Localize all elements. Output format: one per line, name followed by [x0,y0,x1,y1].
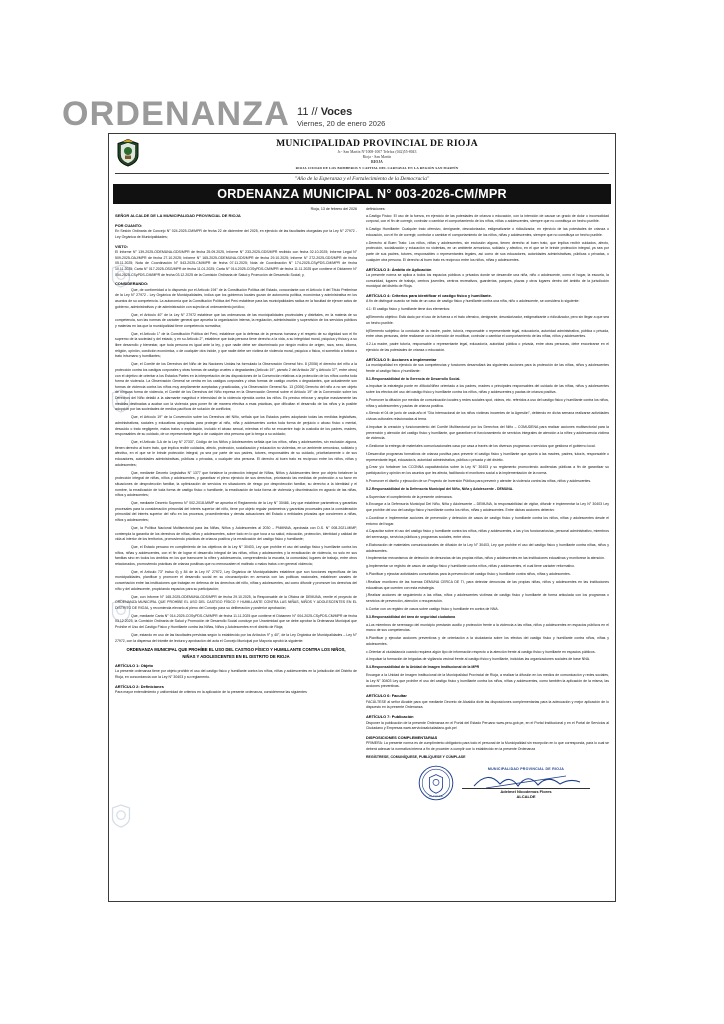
definition-item: b.Castigo Humillante: Cualquier trato ofensivo, denigrante, desvalorizador, estigmatizante o ridiculizador, en ejercicio de las potestades de crianza o educación, con el fin de corregir, controlar o cambiar el comportamiento de los niños, niñas y adolescentes, siempre que no constituya un hecho punible. [366,227,609,237]
article-5-section-item: i.Realizar monitoreo de las buenas DEMUNA CERCA DE TI, para detectar denuncias de las propias niñas, niños y adolescentes en las instituciones educativas que cuenten con esta estrategia. [366,579,609,590]
article-2-body: Para mayor entendimiento y uniformidad de criterios en la aplicación de la presente ordenanza, considérense las siguientes [115,690,307,695]
article-5-section-item: c.Coordinar e implementar acciones de prevención y detección de casos de castigo físico y humillante contra los niños, niñas y adolescentes desde el entorno del hogar. [366,515,609,526]
signature-org: MUNICIPALIDAD PROVINCIAL DE RIOJA [487,766,565,771]
article-5-section-title: 5.4.Responsabilidad de la Unidad de Imagen Institucional de la MPR [366,665,480,670]
article-5-section-title: 5.1.Responsabilidad de la Gerencia de Desarrollo Social. [366,376,461,381]
article-1-body: La presente ordenanza tiene por objeto prohibir el uso del castigo físico y humillante contra los niños, niñas y adolescentes en la jurisdicción del Distrito de Rioja, en concordancia con la Ley N° 30403 y su reglamento. [115,669,357,680]
article-5-section-item: f.Implementar mecanismos de detección de denuncias de las propias niñas, niños y adolescentes en las instituciones educativas y monitorear la atención. [366,556,605,561]
considerando-paragraph: Que, mediante Decreto Supremo N° 002-2018-MIMP se aprueba el Reglamento de la Ley N° 30466, Ley que establece parámetros y garantías procesales para la consideración primordial del interés superior del niño, tiene por objeto regular parámetros y garantías procesales para la consideración primordial del interés superior del niño en los procesos, procedimientos y demás actuaciones del Estado o entidades privadas que conciernen a niñas, niños y adolescentes; [115,501,357,522]
article-4-heading: ARTÍCULO 4: Criterios para identificar el castigo físico y humillante. [366,293,492,299]
article-5-section-item: d.Capacitar sobre el uso del castigo físico y humillante contra los niños, niñas y adolescentes, a las y los funcionarios/as, personal administrativo, miembros del serenazgo, servicios públicos y programas sociales, entre otros. [366,529,609,540]
article-4-item: a)Elemento objetivo: Está dado por el uso de la fuerza o el trato ofensivo, denigrante, desvalorizador, estigmatizante o ridiculizador, pero sin llegar a que sea un hecho punible. [366,315,610,325]
left-column [115,207,358,805]
watermark-shield-icon [110,599,132,623]
considerando-heading: CONSIDERANDO: [115,281,149,287]
right-column [366,207,609,805]
coat-of-arms-icon [115,139,141,167]
masthead-page-number: 11 [297,105,309,118]
article-5-section-title: 5.3.Responsabilidad del área de seguridad ciudadana [366,614,456,619]
article-4-body: A fin de distinguir cuando se trata de un caso de castigo físico y humillante contra una niña, niño o adolescente, se considera lo siguiente: [366,299,580,304]
institution-address: Jr.- San Martín N°1008-1007 Telefax (042)55-8043 [337,149,417,154]
article-6-body: FACÚLTESE al señor Alcalde para que mediante Decreto de Alcaldía dicte las disposiciones complementarias para la adecuación y mejor aplicación de lo dispuesto en la presente Ordenanza. [366,699,609,710]
considerando-paragraph: Que, la Política Nacional Multisectorial para las Niñas, Niños y Adolescentes al 2030 – PNMNNA, aprobada con D.S. N° 008-2021-MIMP, contempla la garantía de los derechos de niñas, niños y adolescentes, sobre todo en lo que toca a su salud, educación, protección, identidad y calidad de vida al interior de los territorios, promoviendo prácticas de crianza positiva y la erradicación del castigo físico y humillante; [115,525,357,542]
article-5-section-item: k.Contar con un registro de casos sobre castigo físico y humillante en contra de NNA. [366,606,499,611]
article-5-section-item: a.Impulsar la estrategia ponte en #ModoNiñez orientado a los padres, madres o principales responsables del cuidado de las niñas, niños y adolescentes sobre los efectos del uso del castigo físico y humillante contra los niños, niñas y adolescentes y pautas de crianza positiva. [366,384,609,395]
definitions-list [366,214,609,264]
article-5-sections [366,377,609,691]
svg-text:ALCALDE: ALCALDE [429,793,443,798]
article-5-section-item: b.Planificar y ejecutar acciones preventivas y de orientación a la ciudadanía sobre los efectos del castigo físico y humillante contra niños, niñas y adolescentes. [366,636,609,646]
municipal-seal-icon [418,765,454,801]
institution-title: MUNICIPALIDAD PROVINCIAL DE RIOJA [276,138,478,149]
article-5-section-item: g.Implementar un registro de casos de castigo físico y humillante contra niños, niñas y adolescentes, el cual tiene carácter reformativo. [366,564,575,569]
considerando-list [115,288,357,645]
article-5-section-item: c.Siendo el 04 de junio de cada año el "Día Internacional de los niños víctimas inocentes de la Agresión", debiendo en dicha semana realizarse actividades cívicas culturales relacionadas al tema. [366,411,609,422]
considerando-paragraph: Que, de conformidad a lo dispuesto por el Artículo 194° de la Constitución Política del Estado, concordante con el Artículo II del Título Preliminar de la Ley N° 27972 - Ley Orgánica de Municipalidades, indica que los gobiernos locales gozan de autonomía política, económica y administrativa en los asuntos de su competencia. La autonomía que la Constitución Política del Perú establece para las municipalidades radica en la facultad de ejercer actos de gobierno, administrativos y de administración con sujeción al ordenamiento jurídico; [115,287,357,309]
article-5-section-item: j.Realizar acciones de seguimiento a las niñas, niños y adolescentes víctimas de castigo físico y humillante de forma articulada con los programas o servicios de prevención, atención o recuperación. [366,593,609,604]
por-cuanto-body: En Sesión Ordinaria de Concejo N° 024-2025-CM/MPR de fecha 22 de diciembre del 2025, en ejercicio de las facultades otorgadas por la Ley N° 27972 - Ley Orgánica de Municipalidades; [115,229,357,239]
article-4-item: 4.1: El castigo físico y humillante tiene dos elementos: [366,307,451,312]
considerando-paragraph: Que, el Estado peruano en cumplimiento de los objetivos de la Ley N° 30403, Ley que prohíbe el uso del castigo físico y humillante contra los niños, niñas y adolescentes, con el fin de lograr el desarrollo integral de las niñas, niños y adolescentes y la erradicación de violencia, no solo en sus familias sino en todos los ámbitos en los que transcurre la niñez y adolescencia, comprendiendo la escuela, la comunidad, lugares de trabajo, entre otros relacionados, promoviendo prácticas de crianza positivas que no menoscaben el maltrato o malos tratos o en general violencia; [115,545,357,566]
considerando-paragraph: Que, estando en uso de las facultades previstas según lo establecido por los Artículos 9° y 40°, de la Ley Orgánica de Municipalidades – Ley N° 27972, con la dispensa del trámite de lectura y aprobación del acta el Concejo Municipal por Mayoría aprobó la siguiente: [115,632,357,643]
institution-text [145,138,609,171]
article-5-section-item: b.Encargar a la Defensoría Municipal Del Niño, Niña y Adolescente – DEMUNA, la responsabilidad de vigilar, difundir e implementar la Ley N° 30403 Ley que prohíbe del uso del castigo físico y humillante contra los niños, niñas y adolescentes. Entre dichas acciones deberán: [366,502,609,513]
article-6-heading: ARTÍCULO 6: Facultar [366,693,407,699]
signature-name: Adelmel Nicodemos Flores [462,788,590,795]
considerando-paragraph: Que, mediante Decreto Legislativo N° 1377 que fortalece la protección integral de Niñas, Niños y Adolescentes tiene por objeto fortalecer la protección integral de niñas, niños y adolescentes, y garantizar el pleno ejercicio de sus derechos, priorizando las medidas de protección a su favor en situaciones de desprotección familiar, la optimización de servicios en situaciones de riesgo por desprotección familiar, su derecho a la identidad y el nombre, la erradicación de toda forma de castigo físico o humillante, la erradicación de toda forma de violencia y discriminación en agravio de las niñas, niños y adolescentes; [115,470,357,498]
article-5-section-item: h.Planificar y ejecutar actividades comunitarias para la prevención del castigo físico y humillante contra niños, niñas y adolescentes. [366,572,571,577]
article-5-section-item: g.Crear y/o fortalecer los CCONNA capacitándolos sobre la Ley N° 30403 y su reglamento promoviendo audiencias públicas a fin de garantizar su participación y opinión en los asuntos que les afecta, facilitando el monitoreo social a la implementación de la norma. [366,465,609,476]
document-columns [113,204,611,805]
considerando-paragraph: Que, el Artículo 40° de la Ley N° 27972 establece que las ordenanzas de las municipalidades provinciales y distritales, en la materia de su competencia, son las normas de carácter general que aprueba la organización interna, la regulación, administración y supervisión de los servicios públicos y materias en las que la municipalidad tiene competencia normativa; [115,312,357,328]
considerando-paragraph: Que, con Informe N° 165-2025-ODEMUNA-GDS/MPR de fecha 29.10.2025, la Responsable de la Oficina de DEMUNA, remite el proyecto de ORDENANZA MUNICIPAL QUE PROHÍBE EL USO DEL CASTIGO FÍSICO Y HUMILLANTE CONTRA LAS NIÑAS, NIÑOS Y ADOLESCENTES EN EL DISTRITO DE RIOJA, y recomienda elevarlo al pleno del Concejo para su deliberación y posterior aprobación; [115,594,357,610]
article-5-section-item: e.Elaboración de materiales comunicacionales de difusión de la Ley N° 30403, Ley que prohíbe el uso del castigo físico y humillante contra niñas, niños y adolescentes. [366,542,609,553]
article-5-section-item: e.Gestionar la entrega de materiales comunicacionales casa por casa a través de los diversos programas o servicios que gestiona el gobierno local. [366,444,596,449]
disposiciones-heading: DISPOSICIONES COMPLEMENTARIAS [366,735,438,741]
ordinance-title: ORDENANZA MUNICIPAL QUE PROHÍBE EL USO DEL CASTIGO FÍSICO Y HUMILLANTE CONTRA LOS NIÑOS, NIÑAS Y ADOLESCENTES EN EL DISTRITO DE RIOJA [126,647,346,659]
signature-scribble [462,772,590,788]
article-2-heading: ARTÍCULO 2: Definiciones [115,683,164,689]
article-5-section-item: d.Impulsar la formación de brigadas de vigilancia vecinal frente al castigo físico y humillante, incluidas las organizaciones sociales de base NNA. [366,657,591,662]
place-date: Rioja, 13 de febrero del 2026 [310,206,357,211]
addressee: SEÑOR ALCALDE DE LA MUNICIPALIDAD PROVINCIAL DE RIOJA [115,212,241,218]
visto-heading: VISTO: [115,243,128,249]
article-5-section-item: a.Los miembros de serenazgo del municipio prestarán auxilio y protección frente a la violencia a las niñas, niños y adolescentes en espacios públicos en el marco de sus competencias. [366,622,609,633]
visto-body: El Informe N° 139-2025-ODEMUNA-GDS/MPR de fecha 25.09.2025, Informe N° 233-2025-GDS/MPR recibido con fecha 02.10.2025; Informe Legal N° 509-2025-OAJ/MPR de fecha 27.10.2025; Informe N° 165-2025-ODEMUNA-GDS/MPR de fecha 29.10.2025; Informe N° 272-2025-GDS/MPR de fecha 05.11.2025; Nota de Coordinación N° 543-2025-CM/MPR de fecha 07.11.2025; Nota de Coordinación N° 174-2025-CSyPDS-CM/MPR de fecha 10.11.2025; Carta N° 017-2025-OSG/MPR de fecha 11.01.2025; Carta N° 014-2025-COSyPDS-CM/MPR de fecha 11.11.2025 que contiene el Dictamen N° 004-2025-CSyPDS-CM/MPR de fecha 03.12.2025 de la Comisión Ordinaria de Salud y Promoción de Desarrollo Social; y, [115,249,357,277]
article-5-section-item: c.Orientar al ciudadano/a cuando requiera algún tipo de información respecto a la atención frente al castigo físico y humillante en espacios públicos. [366,649,596,654]
considerando-paragraph: Que, el Comité de los Derechos del Niño de las Naciones Unidas ha formulado la Observación General Nro. 8 (2006) el derecho del niño a la protección contra los castigos corporales y otras formas de castigo crueles o degradantes (Artículo 19°, párrafo 2 del Artículo 28° y Artículo 37°, entre otros) con el objetivo de orientar a los Estados Partes en la interpretación de las disposiciones de la Convención relativas a la protección de los niños contra toda forma de violencia. La Observación General se centra en los castigos corporales y otras formas de castigo crueles o degradantes, que actualmente son formas de violencia contra los niños muy ampliamente aceptadas y practicadas, y la Observación General No. 13 (2006) Derecho del niño a no ser objeto de ninguna forma de violencia, el Comité de los Derechos del Niño expresa en la Observación General sobre el Artículo 19° de la Convención sobre los Derechos del Niño detalló a la alarmante magnitud e intensidad de la violencia ejercida contra los niños. Es preciso reforzar y ampliar masivamente las medidas destinadas a acabar con la violencia para poner fin de manera efectiva a esas prácticas, que dificultan el desarrollo de los niños y la posible adopción por las sociedades de medios pacíficos de solución de conflictos; [115,362,357,412]
disposiciones-body: PRIMERA: La presente norma es de cumplimiento obligatorio para todo el personal de la Municipalidad sin excepción en lo que corresponda, para lo cual se deberá adecuar la normativa interna a fin de proceder a cumplir con lo establecido en la presente Ordenanza [366,741,610,752]
considerando-paragraph: Que, el Artículo 73° inciso 6) y 84 de la Ley N° 27972, Ley Orgánica de Municipalidades establece que son funciones específicas de las municipalidades, planificar y promover el desarrollo social en su circunscripción en armonía con las políticas nacionales, establecer canales de concertación entre las instituciones que trabajan en defensa de los derechos del niño, niñas y adolescentes, así como difundir y promover los derechos del niño y del adolescente, propiciando espacios para su participación; [115,569,357,591]
watermark-shield-icon [110,389,132,413]
article-5-section-item: a.Supervisar el cumplimiento de la presente ordenanza. [366,494,453,499]
article-3-heading: ARTÍCULO 3: Ámbito de Aplicación [366,266,432,272]
masthead-separator: // [311,105,318,118]
por-cuanto-heading: POR CUANTO: [115,222,143,228]
article-3-body: La presente norma se aplica a todos los espacios públicos o privados donde se desarrolle una niña, niño o adolescente, como el hogar, la escuela, la comunidad, lugares de trabajo, centros juveniles, centros recreativos, guarderías, parques, plazas y otros lugares dentro del ámbito de la jurisdicción municipal del distrito de Rioja. [366,272,609,289]
masthead-word: ORDENANZA [62,94,291,133]
article-7-body: Disponer la publicación de la presente Ordenanza en el Portal del Estado Peruano www.peru.gob.pe, en el Portal Institucional y en el Portal de Servicios al Ciudadano y Empresas www.serviciosalciudadano.gob.pe/ [366,720,609,731]
masthead [62,94,662,133]
considerando-paragraph: Que, el Artículo 3-A de la Ley N° 27337, Código de los Niños y Adolescentes señala que los niños, niñas y adolescentes, sin exclusión alguna, tienen derecho al buen trato, que implica recibir cuidados, afecto, protección, socialización y educación no violentas, en un ambiente armonioso, solidario y afectivo, en el que se le brinde protección integral, ya sea por parte de sus padres, tutores, responsables de su cuidado, prioritariamente o de sus educadores, autoridades administrativas, públicas o privadas, o cualquier otra persona. El derecho al buen trato es recíproco entre los niños, niñas y adolescentes; [115,440,357,467]
institution-band: RIOJA CIUDAD DE LOS BOMBEROS Y CAPITAL DEL CARNAVAL EN LA REGIÓN SAN MARTÍN [295,165,459,170]
article-5-section-item: d.Impulsar la creación y funcionamiento del Comité Multisectorial por los Derechos del Niño – COMUDENA para realizar acciones multisectorial para la prevención y atención del castigo físico y humillante, que garanticen el funcionamiento de servicios integrales de atención a la niñez y adolescencia víctima de violencia. [366,424,609,441]
definition-item: c.Derecho al Buen Trato: Los niños, niñas y adolescentes, sin exclusión alguna, tienen derecho al buen trato, que implica recibir cuidados, afecto, protección, socialización y educación no violentas, en un ambiente armonioso, solidario y afectivo, en el que se le brinde protección integral, ya sea por parte de sus padres, tutores, responsables o representantes legales, así como de sus educadores, autoridades administrativas, públicas o privadas, o cualquier otra persona. El derecho al buen trato es recíproco entre los niños, niñas y adolescentes. [366,240,609,262]
considerando-paragraph: Que, mediante Carta N° 014-2025-COSyPDS-CM/MPR de fecha 11.11.2025 que contiene el Dictamen N° 004-2025-CSyPDS-CM/MPR de fecha 03.12.2025, la Comisión Ordinaria de Salud y Promoción de Desarrollo Social concluye por Unanimidad que se debe aprobar la Ordenanza Municipal que Prohíbe el Uso del Castigo Físico y Humillante contra las Niñas, Niños y Adolescentes en el distrito de Rioja; [115,613,357,630]
article-5-section-item: h.Promover el diseño y ejecución de un Proyecto de Inversión Pública para prevenir y atender la violencia contra las niñas, niños y adolescentes. [366,478,592,483]
masthead-date: Viernes, 20 de enero 2026 [297,119,386,128]
article-5-section-title: 5.2.Responsabilidad de la Defensoría Municipal del Niño, Niña y Adolescente - DEMUNA. [366,486,514,491]
article-7-heading: ARTÍCULO 7: Publicación [366,714,414,720]
article-4-items [366,307,609,353]
signature-block [366,761,609,805]
definition-item: a.Castigo Físico: El uso de la fuerza, en ejercicio de las potestades de crianza o educación, con la intención de causar un grado de dolor o incomodidad corporal, con el fin de corregir, controlar o cambiar el comportamiento de los niños, niñas o adolescentes, siempre que no constituya un hecho punible. [366,213,609,224]
article-4-item: b)Elemento subjetivo: la conducta de la madre, padre, tutor/a, responsable o representante legal, educador/a, autoridad administrativa, pública o privada, entre otras personas, debe realizarse con la intención de modificar, controlar o cambiar el comportamiento de las niñas, niños y adolescentes. [366,328,609,339]
masthead-meta [297,106,385,130]
article-1-heading: ARTÍCULO 1: Objeto [115,663,154,669]
article-5-body: La municipalidad en ejercicio de sus competencias y funciones desarrollará las siguientes acciones para la protección de las niñas, niños y adolescentes frente al castigo físico y humillante: [366,363,609,373]
institution-region: RIOJA [371,160,383,165]
ordinance-banner: ORDENANZA MUNICIPAL N° 003-2026-CM/MPR [113,184,611,204]
institutional-header [113,137,611,171]
article-5-heading: ARTÍCULO 5: Acciones a implementar [366,356,437,362]
watermark-shield-icon [110,264,132,288]
masthead-section: Voces [320,105,353,118]
considerando-paragraph: Que, el Artículo 1° de la Constitución Política del Perú, establece que la defensa de la persona humana y el respeto de su dignidad son el fin supremo de la sociedad y del estado, y en su Artículo 2°, establece que toda persona tiene derecho a la vida, a su integridad moral, psíquica y física y a su libre desarrollo y bienestar, que toda persona es igual ante la ley, y que nadie debe ser discriminado por ningún motivo de origen, raza, sexo, idioma, religión, opinión, condición económica, o de cualquier otra índole, y que nadie debe ser víctima de violencia moral, psíquica o física, ni sometido a tortura o trato inhumano y humillantes; [115,331,357,359]
institution-motto: "Año de la Esperanza y el Fortalecimiento de la Democracia" [294,175,430,182]
signature-role: ALCALDE [516,794,536,800]
watermark-shield-icon [110,804,132,828]
closing-formula: REGÍSTRESE, COMUNÍQUESE, PUBLÍQUESE Y CÚMPLASE [366,754,466,759]
institution-city: Rioja - San Martín [362,154,392,159]
article-5-section-item: f.Desarrollar programas formativos de crianza positiva para prevenir el castigo físico y humillante que aporta a las madres, padres, tutor/a, responsable o representante legal, educador/a, autoridad administrativa, pública o privada y del distrito. [366,451,609,462]
ordinance-document [108,133,616,902]
masthead-page-line [297,106,385,118]
definitions-label: definiciones: [366,206,386,211]
article-5-section-item: Encargar a la Unidad de Imagen Institucional de la Municipalidad Provincial de Rioja, a realizar la difusión en los medios de comunicación y redes sociales, la Ley N° 30403 Ley que prohíbe el uso del castigo físico y humillante contra los niños, niñas y adolescentes, como también la aplicación de la misma, las acciones preventivas. [366,673,609,689]
article-5-section-item: b.Promover la difusión por medios de comunicación locales y redes sociales spot, videos, etc. referidos a uso del castigo físico y humillante contra los niños, niñas y adolescentes y pautas de crianza positiva. [366,397,609,408]
article-4-item: 4.2.La madre, padre tutor/a, responsable o representante legal, educador/a, autoridad pública o privada, entre otras personas, debe encontrarse en el ejercicio de las potestades de crianza o educación. [366,342,609,352]
signature-text [462,767,590,800]
considerando-paragraph: Que, el Artículo 19° de la Convención sobre los Derechos del Niño, señala que los Estados partes adoptarán todas las medidas legislativas, administrativas, sociales y educativas apropiadas para proteger al niño, niña y adolescentes contra toda forma de perjuicio o abuso físico o mental, descuido o trato negligente, malos tratos o explotación, incluido el abuso sexual, mientras el niño se encuentre bajo la custodia de los padres, madres, responsables de su cuidado, de un representante legal o de cualquier otra persona que lo tenga a su cuidado; [115,415,357,437]
